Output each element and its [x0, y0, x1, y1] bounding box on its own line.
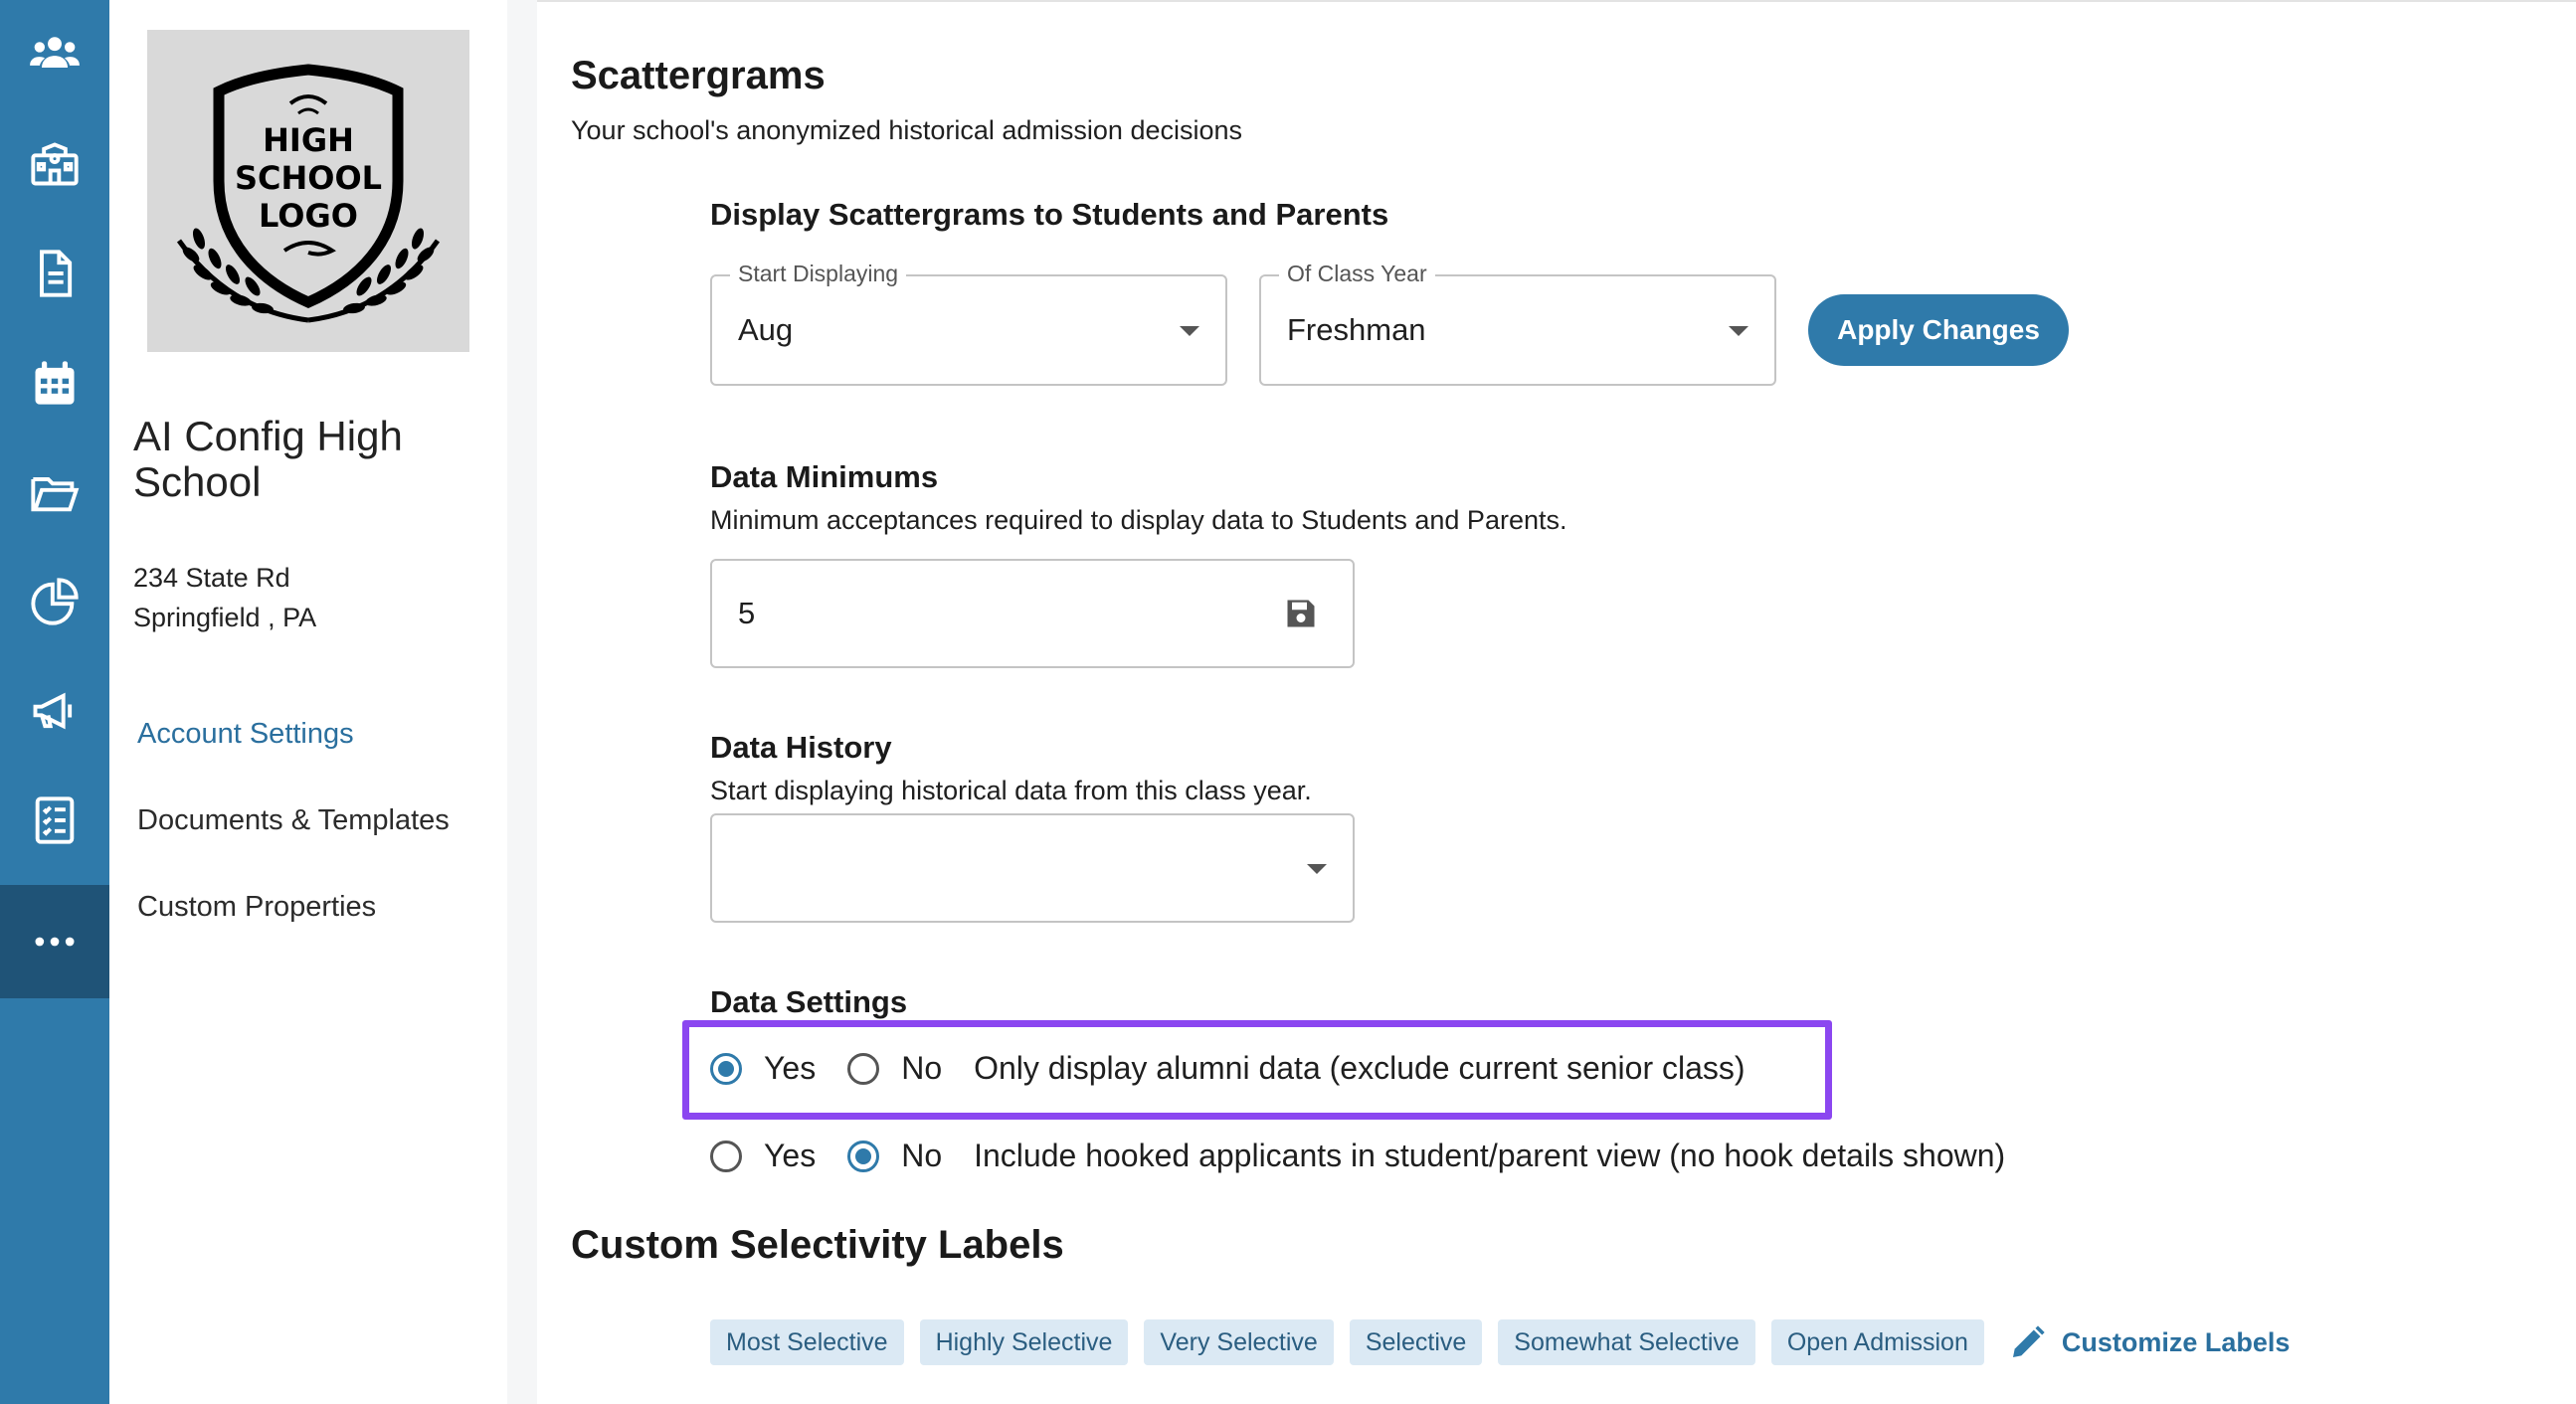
- hooked-no-label: No: [901, 1138, 943, 1173]
- document-icon: [29, 248, 81, 299]
- logo-line-3: LOGO: [259, 197, 358, 235]
- customize-labels-button[interactable]: [2008, 1322, 2291, 1362]
- rail-item-users[interactable]: [0, 0, 109, 109]
- pencil-icon: [2008, 1322, 2048, 1362]
- users-icon: [29, 29, 81, 81]
- data-history-heading: Data History: [710, 730, 892, 765]
- chevron-down-icon: [1307, 864, 1327, 874]
- rail-item-announcements[interactable]: [0, 656, 109, 766]
- hooked-no-radio[interactable]: [847, 1141, 879, 1172]
- display-heading: Display Scattergrams to Students and Parents: [710, 197, 1389, 232]
- alumni-yes-label: Yes: [764, 1050, 817, 1086]
- alumni-no-label: No: [901, 1050, 943, 1086]
- start-displaying-label: Start Displaying: [730, 261, 906, 287]
- sidebar-divider: [507, 0, 537, 1404]
- rail-item-reports[interactable]: [0, 547, 109, 656]
- rail-item-checklist[interactable]: [0, 766, 109, 875]
- customize-labels-label: Customize Labels: [2061, 1326, 2291, 1357]
- start-displaying-value: Aug: [738, 312, 794, 347]
- folder-icon: [29, 466, 81, 518]
- class-year-value: Freshman: [1287, 312, 1426, 347]
- hooked-yes-label: Yes: [764, 1138, 817, 1173]
- data-minimums-input[interactable]: [710, 559, 1355, 668]
- rail-item-folder[interactable]: [0, 438, 109, 547]
- data-history-description: Start displaying historical data from this class year.: [710, 776, 1312, 805]
- start-displaying-select[interactable]: [710, 261, 1227, 386]
- setting-row-hooked-applicants: [710, 1138, 2005, 1174]
- page-subtitle: Your school's anonymized historical admission decisions: [571, 115, 1242, 145]
- selectivity-chip-list: [710, 1319, 2290, 1365]
- checklist-icon: [29, 794, 81, 846]
- calendar-icon: [29, 357, 81, 409]
- megaphone-icon: [29, 685, 81, 737]
- class-year-label: Of Class Year: [1279, 261, 1435, 287]
- data-history-select[interactable]: [710, 813, 1355, 923]
- rail-item-more[interactable]: [0, 885, 109, 998]
- chip-most-selective[interactable]: Most Selective: [710, 1319, 904, 1365]
- school-icon: [29, 138, 81, 190]
- chevron-down-icon: [1729, 326, 1748, 336]
- rail-item-documents[interactable]: [0, 219, 109, 328]
- chip-highly-selective[interactable]: Highly Selective: [920, 1319, 1129, 1365]
- school-logo: [147, 30, 469, 352]
- sidebar-link-account-settings[interactable]: Account Settings: [137, 718, 354, 750]
- alumni-setting-text: Only display alumni data (exclude current senior class): [974, 1050, 1746, 1086]
- logo-line-1: HIGH: [263, 121, 354, 159]
- sidebar-link-custom-properties[interactable]: Custom Properties: [137, 891, 377, 923]
- icon-rail: [0, 0, 109, 1404]
- sidebar-link-documents-templates[interactable]: Documents & Templates: [137, 804, 450, 836]
- chevron-down-icon: [1180, 326, 1199, 336]
- chip-very-selective[interactable]: Very Selective: [1144, 1319, 1333, 1365]
- rail-item-calendar[interactable]: [0, 328, 109, 438]
- more-icon: [29, 916, 81, 967]
- school-name: AI Config High School: [133, 413, 403, 505]
- school-address-line2: Springfield , PA: [133, 603, 317, 632]
- logo-line-2: SCHOOL: [234, 159, 383, 197]
- school-address-line1: 234 State Rd: [133, 563, 290, 593]
- selectivity-labels-heading: Custom Selectivity Labels: [571, 1223, 1064, 1267]
- chip-somewhat-selective[interactable]: Somewhat Selective: [1498, 1319, 1755, 1365]
- hooked-setting-text: Include hooked applicants in student/parent view (no hook details shown): [974, 1138, 2006, 1173]
- top-divider: [537, 0, 2576, 6]
- crest-logo-icon: [159, 42, 458, 340]
- chip-selective[interactable]: Selective: [1350, 1319, 1482, 1365]
- pie-chart-icon: [29, 576, 81, 627]
- rail-item-school[interactable]: [0, 109, 109, 219]
- apply-changes-button[interactable]: Apply Changes: [1808, 294, 2069, 366]
- hooked-yes-radio[interactable]: [710, 1141, 742, 1172]
- data-minimums-value: 5: [738, 596, 756, 630]
- data-settings-heading: Data Settings: [710, 984, 908, 1019]
- save-icon[interactable]: [1283, 596, 1319, 631]
- class-year-select[interactable]: [1259, 261, 1776, 386]
- data-minimums-heading: Data Minimums: [710, 459, 939, 494]
- chip-open-admission[interactable]: Open Admission: [1771, 1319, 1984, 1365]
- highlight-box: [682, 1020, 1832, 1120]
- page-title: Scattergrams: [571, 54, 826, 97]
- data-minimums-description: Minimum acceptances required to display data to Students and Parents.: [710, 505, 1567, 535]
